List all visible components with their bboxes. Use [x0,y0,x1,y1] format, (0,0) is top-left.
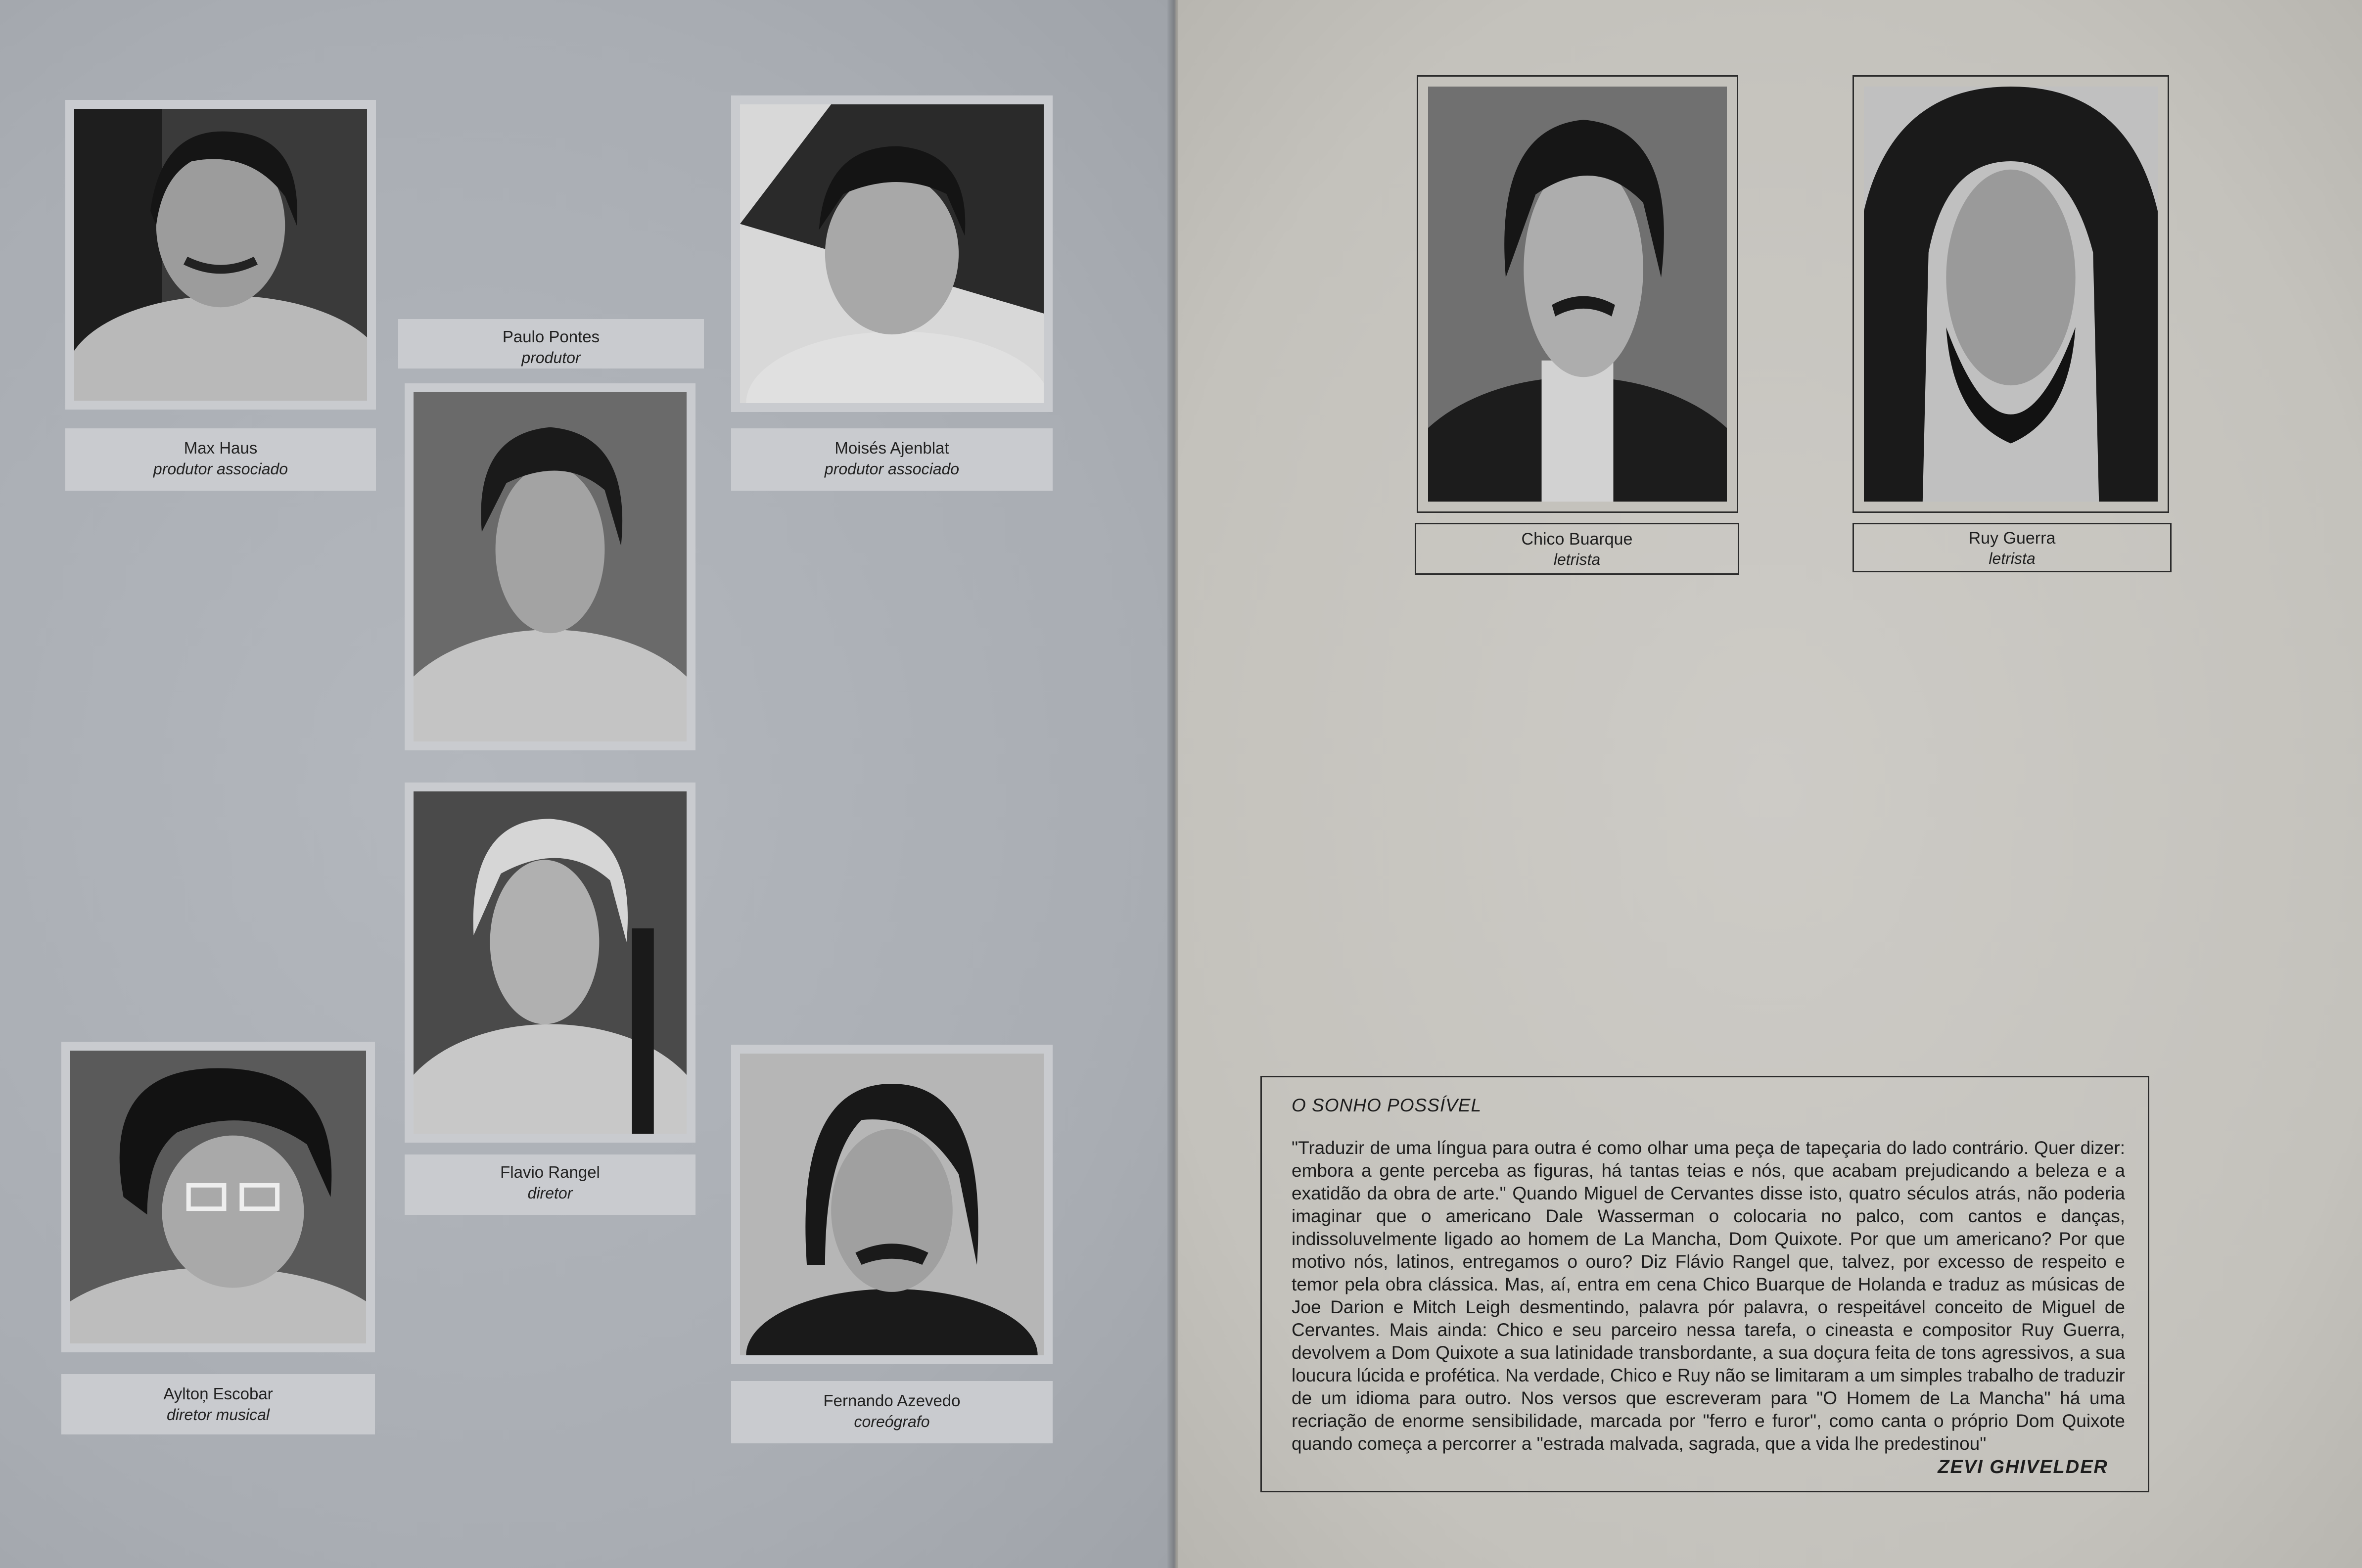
portrait-chico-buarque-icon [1428,87,1727,502]
photo-frame-flavio-rangel [405,783,695,1143]
caption-ruy-guerra [1853,523,2172,572]
caption-moises-ajenblat [731,428,1053,491]
credit-role: letrista [1989,550,2036,567]
caption-max-haus [65,428,376,491]
photo-frame-aylton-escobar [61,1042,375,1352]
portrait-fernando-azevedo-icon [740,1054,1044,1355]
caption-chico-buarque [1415,523,1739,575]
credit-name: Max Haus [184,439,258,457]
credit-role: letrista [1553,551,1601,568]
essay-title: O SONHO POSSÍVEL [1292,1095,1482,1115]
essay-box [1260,1076,2149,1492]
portrait-paulo-pontes-icon [414,392,687,741]
photo-frame-moises-ajenblat [731,95,1053,412]
credit-role: diretor musical [166,1406,270,1424]
photo-frame-chico-buarque [1417,75,1738,513]
credit-role: produtor associado [824,460,960,478]
essay-author: ZEVI GHIVELDER [1938,1457,2108,1477]
credit-role: produtor associado [153,460,288,478]
portrait-aylton-escobar-icon [70,1051,366,1343]
credit-role: produtor [521,349,581,367]
essay-body: "Traduzir de uma língua para outra é como olhar uma peça de tapeçaria do lado contrário. Quer dizer: embora a gente perceba as figuras, há tantas teias e nós, que acabam prejudicando a beleza e a exatidão da obra de arte." Quando Miguel de Cervantes disse isto, quatro séculos atrás, não poderia imaginar que o americano Dale Wasserman o colocaria no palco, com cantos e danças, indissoluvelmente ligado ao homem de La Mancha, Dom Quixote. Por que um americano? Por que motivo nós, latinos, entregamos o ouro? Diz Flávio Rangel que, talvez, por excesso de respeito e temor pela obra clássica. Mas, aí, entra em cena Chico Buarque de Holanda e traduz as músicas de Joe Darion e Mitch Leigh desmentindo, palavra pór palavra, o respeitável conceito de Miguel de Cervantes. Mais ainda: Chico e seu parceiro nessa tarefa, o cineasta e compositor Ruy Guerra, devolvem a Dom Quixote a sua latinidade transbordante, a sua doçura feita de tons agressivos, a sua loucura lúcida e profética. Na verdade, Chico e Ruy não se limitaram a um simples trabalho de traduzir de um idioma para outro. Nos versos que escreveram para "O Homem de La Mancha" há uma recriação de enorme sensibilidade, marcada por "ferro e furor", como canta o próprio Dom Quixote quando começa a percorrer a "estrada malvada, sagrada, que a vida lhe predestinou" [1292,1138,2125,1454]
photo-frame-ruy-guerra [1853,75,2169,513]
credit-name: Chico Buarque [1521,530,1633,549]
photo-frame-paulo-pontes [405,383,695,750]
portrait-moises-ajenblat-icon [740,104,1044,403]
caption-flavio-rangel [405,1154,695,1215]
portrait-ruy-guerra-icon [1864,87,2158,502]
portrait-flavio-rangel-icon [414,791,687,1134]
credit-name: Flavio Rangel [500,1163,600,1181]
caption-paulo-pontes [398,319,704,369]
credit-name: Fernando Azevedo [823,1391,961,1410]
credit-name: Moisés Ajenblat [834,439,949,457]
credit-name: Ruy Guerra [1968,529,2056,548]
photo-frame-fernando-azevedo [731,1045,1053,1364]
caption-aylton-escobar [61,1374,375,1434]
caption-fernando-azevedo [731,1381,1053,1443]
photo-frame-max-haus [65,100,376,410]
left-page [0,0,1172,1568]
credit-name: Paulo Pontes [502,327,600,346]
credit-role: diretor [527,1184,573,1202]
portrait-max-haus-icon [74,109,367,401]
credit-name: Ayltoņ Escobar [163,1384,273,1403]
credit-role: coreógrafo [854,1413,930,1430]
